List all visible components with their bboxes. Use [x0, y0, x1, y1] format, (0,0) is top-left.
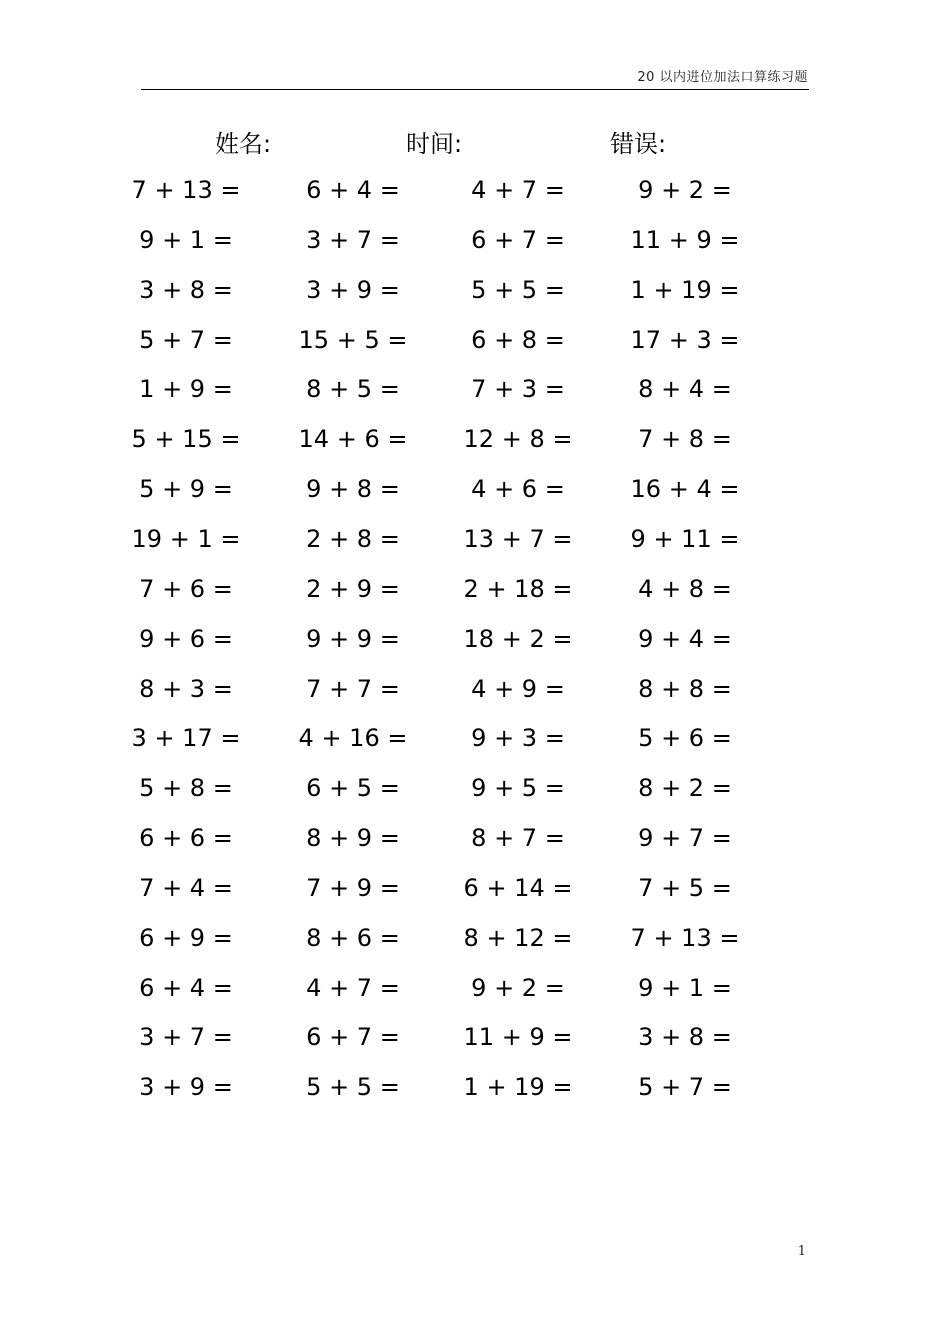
- problem-item: 9 + 2 =: [471, 973, 565, 1002]
- problem-item: 3 + 8 =: [638, 1023, 732, 1052]
- problem-item: 5 + 8 =: [139, 774, 233, 803]
- problem-item: 7 + 3 =: [471, 375, 565, 404]
- problem-item: 8 + 5 =: [306, 375, 400, 404]
- problem-item: 3 + 17 =: [131, 724, 241, 753]
- problem-item: 1 + 19 =: [630, 275, 740, 304]
- problem-item: 4 + 6 =: [471, 475, 565, 504]
- problem-item: 7 + 7 =: [306, 674, 400, 703]
- problem-item: 1 + 19 =: [463, 1073, 573, 1102]
- time-label: 时间:: [406, 130, 463, 158]
- problem-item: 13 + 7 =: [463, 524, 573, 553]
- problem-item: 2 + 8 =: [306, 524, 400, 553]
- problem-item: 17 + 3 =: [630, 325, 740, 354]
- problem-item: 7 + 9 =: [306, 873, 400, 902]
- problem-item: 18 + 2 =: [463, 624, 573, 653]
- problem-item: 9 + 11 =: [630, 524, 740, 553]
- problem-item: 6 + 4 =: [139, 973, 233, 1002]
- problem-item: 9 + 2 =: [638, 176, 732, 204]
- problem-item: 12 + 8 =: [463, 425, 573, 454]
- problem-item: 8 + 12 =: [463, 923, 573, 952]
- problem-item: 4 + 8 =: [638, 574, 732, 603]
- problem-item: 9 + 8 =: [306, 475, 400, 504]
- problem-item: 11 + 9 =: [463, 1023, 573, 1052]
- name-label: 姓名:: [215, 130, 272, 158]
- problem-item: 3 + 9 =: [306, 275, 400, 304]
- problem-item: 5 + 9 =: [139, 475, 233, 504]
- problem-item: 16 + 4 =: [630, 475, 740, 504]
- problem-item: 6 + 8 =: [471, 325, 565, 354]
- problem-item: 6 + 9 =: [139, 923, 233, 952]
- problem-item: 8 + 4 =: [638, 375, 732, 404]
- header-title: 20 以内进位加法口算练习题: [637, 70, 808, 85]
- problem-item: 3 + 7 =: [306, 225, 400, 254]
- problem-item: 5 + 5 =: [306, 1073, 400, 1102]
- problem-item: 1 + 9 =: [139, 375, 233, 404]
- problem-item: 6 + 14 =: [463, 873, 573, 902]
- problem-item: 19 + 1 =: [131, 524, 241, 553]
- problem-item: 8 + 9 =: [306, 824, 400, 853]
- problem-item: 9 + 9 =: [306, 624, 400, 653]
- problem-item: 4 + 7 =: [471, 176, 565, 204]
- problem-item: 7 + 8 =: [638, 425, 732, 454]
- problem-item: 2 + 18 =: [463, 574, 573, 603]
- problem-item: 5 + 6 =: [638, 724, 732, 753]
- problem-item: 9 + 6 =: [139, 624, 233, 653]
- problem-item: 2 + 9 =: [306, 574, 400, 603]
- problem-item: 9 + 4 =: [638, 624, 732, 653]
- problem-item: 14 + 6 =: [298, 425, 408, 454]
- problem-item: 8 + 6 =: [306, 923, 400, 952]
- problem-item: 8 + 2 =: [638, 774, 732, 803]
- problem-item: 6 + 7 =: [306, 1023, 400, 1052]
- problem-item: 7 + 6 =: [139, 574, 233, 603]
- problem-item: 9 + 3 =: [471, 724, 565, 753]
- problem-item: 15 + 5 =: [298, 325, 408, 354]
- problem-item: 5 + 7 =: [638, 1073, 732, 1102]
- problem-item: 3 + 7 =: [139, 1023, 233, 1052]
- page-number: 1: [797, 1244, 806, 1259]
- problem-item: 9 + 1 =: [638, 973, 732, 1002]
- problem-item: 6 + 7 =: [471, 225, 565, 254]
- problem-item: 9 + 7 =: [638, 824, 732, 853]
- problem-item: 6 + 4 =: [306, 176, 400, 204]
- header-divider: [141, 89, 809, 90]
- problem-item: 9 + 1 =: [139, 225, 233, 254]
- problem-item: 4 + 7 =: [306, 973, 400, 1002]
- student-info-row: [0, 124, 950, 164]
- problem-item: 11 + 9 =: [630, 225, 740, 254]
- problem-item: 5 + 7 =: [139, 325, 233, 354]
- problem-item: 3 + 9 =: [139, 1073, 233, 1102]
- problem-item: 7 + 5 =: [638, 873, 732, 902]
- problem-item: 7 + 4 =: [139, 873, 233, 902]
- problem-item: 6 + 6 =: [139, 824, 233, 853]
- problem-item: 8 + 8 =: [638, 674, 732, 703]
- problem-item: 4 + 9 =: [471, 674, 565, 703]
- problem-item: 7 + 13 =: [131, 176, 241, 204]
- problem-item: 3 + 8 =: [139, 275, 233, 304]
- problem-item: 8 + 3 =: [139, 674, 233, 703]
- problem-item: 7 + 13 =: [630, 923, 740, 952]
- problem-item: 6 + 5 =: [306, 774, 400, 803]
- errors-label: 错误:: [610, 130, 667, 158]
- problem-item: 9 + 5 =: [471, 774, 565, 803]
- problem-item: 5 + 15 =: [131, 425, 241, 454]
- problem-item: 4 + 16 =: [298, 724, 408, 753]
- problem-item: 8 + 7 =: [471, 824, 565, 853]
- problem-item: 5 + 5 =: [471, 275, 565, 304]
